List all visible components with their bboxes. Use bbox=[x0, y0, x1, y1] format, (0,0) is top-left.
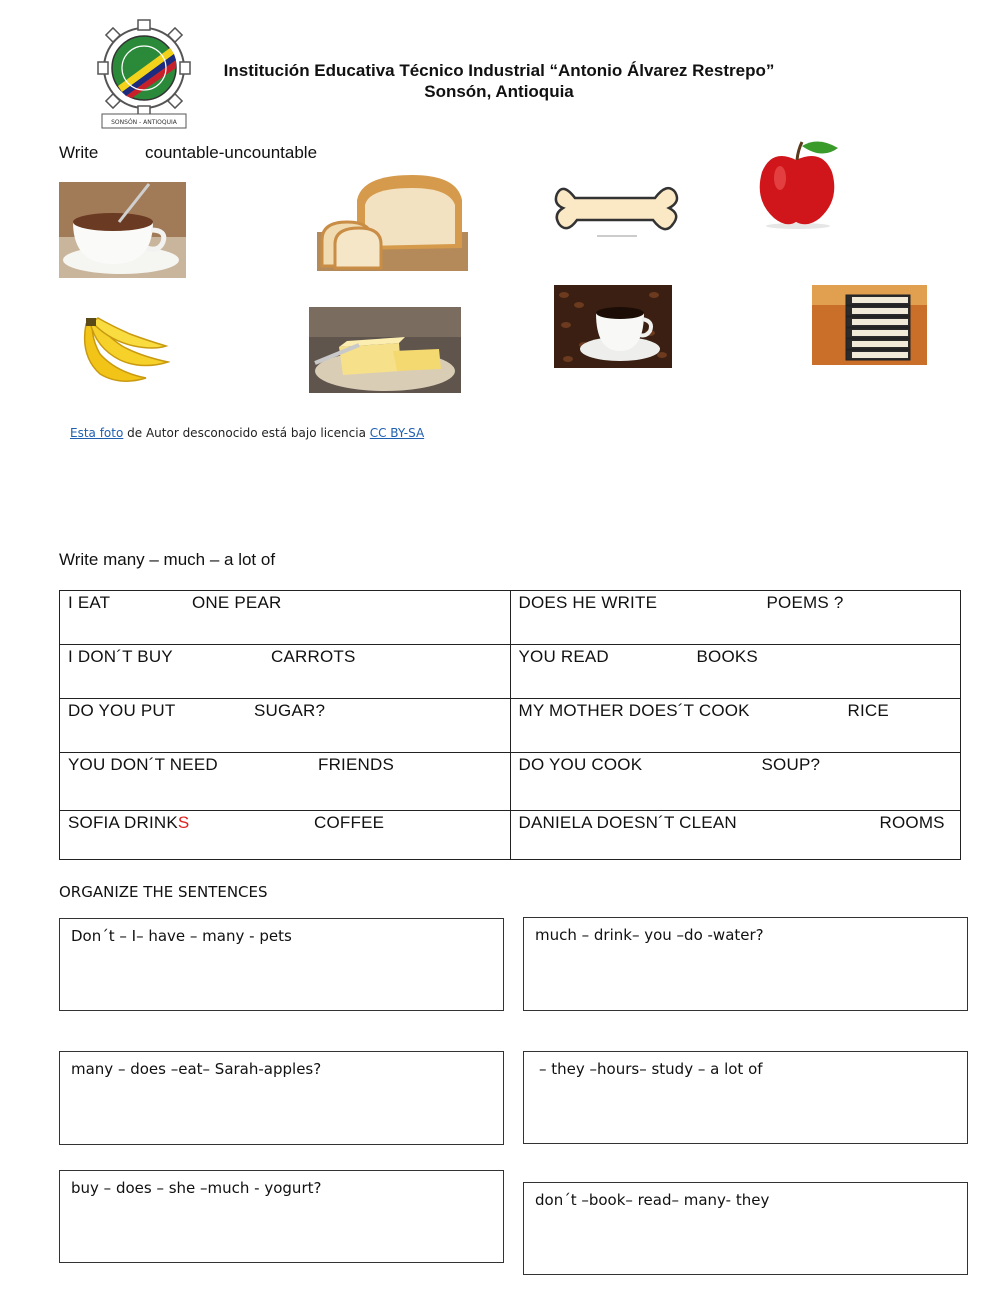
cell-text-end: SOUP? bbox=[761, 755, 821, 774]
table-cell[interactable] bbox=[60, 591, 511, 645]
table-cell[interactable] bbox=[510, 645, 961, 699]
svg-text:SONSÓN - ANTIOQUIA: SONSÓN - ANTIOQUIA bbox=[111, 119, 177, 126]
cell-text-start: DO YOU COOK bbox=[518, 755, 643, 774]
sentence-box[interactable]: don´t –book– read– many- they bbox=[523, 1182, 968, 1275]
sentence-box[interactable]: – they –hours– study – a lot of bbox=[523, 1051, 968, 1144]
bone-picture bbox=[553, 180, 681, 242]
hot-chocolate-picture bbox=[59, 182, 186, 278]
butter-picture bbox=[309, 307, 461, 393]
cell-text-start: DOES HE WRITE bbox=[518, 593, 658, 612]
sentence-box[interactable]: Don´t – I– have – many - pets bbox=[59, 918, 504, 1011]
cell-text-end: BOOKS bbox=[696, 647, 758, 666]
coffee-picture bbox=[554, 285, 672, 368]
cell-text-end: POEMS ? bbox=[766, 593, 844, 612]
books-picture bbox=[812, 285, 927, 365]
table-cell[interactable] bbox=[60, 645, 511, 699]
photo-credit bbox=[70, 426, 424, 440]
cell-text-start: DANIELA DOESN´T CLEAN bbox=[518, 813, 737, 832]
table-cell[interactable] bbox=[60, 753, 511, 811]
sentence-box[interactable]: many – does –eat– Sarah-apples? bbox=[59, 1051, 504, 1145]
table-row bbox=[60, 753, 961, 811]
bananas-picture bbox=[76, 316, 170, 386]
license-link[interactable]: CC BY-SA bbox=[369, 426, 425, 440]
bread-picture bbox=[317, 170, 468, 271]
institution-location: Sonsón, Antioquia bbox=[424, 82, 574, 101]
cell-text-end: CARROTS bbox=[271, 647, 356, 666]
instruction-countable-uncountable: countable-uncountable bbox=[145, 143, 318, 162]
table-cell[interactable] bbox=[60, 699, 511, 753]
table-cell[interactable] bbox=[60, 811, 511, 860]
cell-text-verb: SOFIA DRINK bbox=[68, 813, 178, 832]
apple-picture bbox=[756, 136, 842, 230]
cell-text-end: COFFEE bbox=[314, 813, 385, 832]
table-cell[interactable] bbox=[510, 699, 961, 753]
table-row bbox=[60, 699, 961, 753]
table-row bbox=[60, 591, 961, 645]
cell-text-start: YOU DON´T NEED bbox=[68, 755, 218, 774]
table-cell[interactable] bbox=[510, 591, 961, 645]
cell-text-end: ONE PEAR bbox=[192, 593, 282, 612]
cell-text-end: ROOMS bbox=[879, 813, 945, 832]
cell-text-start: MY MOTHER DOES´T COOK bbox=[518, 701, 750, 720]
cell-text-start: DO YOU PUT bbox=[68, 701, 176, 720]
cell-text-start: I EAT bbox=[68, 593, 111, 612]
credit-text: de Autor desconocido está bajo licencia bbox=[123, 426, 370, 440]
cell-text-red-suffix: S bbox=[177, 813, 190, 832]
table-cell[interactable] bbox=[510, 811, 961, 860]
institution-name: Institución Educativa Técnico Industrial “Antonio Álvarez Restrepo” bbox=[223, 61, 775, 80]
photo-link[interactable]: Esta foto bbox=[70, 426, 124, 440]
many-much-table bbox=[59, 590, 961, 860]
school-logo bbox=[96, 18, 192, 130]
sentence-box[interactable]: buy – does – she –much - yogurt? bbox=[59, 1170, 504, 1263]
cell-text-end: FRIENDS bbox=[318, 755, 395, 774]
cell-text-end: SUGAR? bbox=[254, 701, 326, 720]
instruction-write: Write bbox=[59, 143, 99, 162]
table-row bbox=[60, 645, 961, 699]
organize-title: ORGANIZE THE SENTENCES bbox=[59, 883, 268, 901]
cell-text-start bbox=[68, 813, 189, 833]
instruction-many-much: Write many – much – a lot of bbox=[59, 550, 276, 569]
sentence-box[interactable]: much – drink– you –do -water? bbox=[523, 917, 968, 1011]
cell-text-start: I DON´T BUY bbox=[68, 647, 173, 666]
table-row bbox=[60, 811, 961, 860]
cell-text-end: RICE bbox=[847, 701, 889, 720]
table-cell[interactable] bbox=[510, 753, 961, 811]
cell-text-start: YOU READ bbox=[518, 647, 609, 666]
